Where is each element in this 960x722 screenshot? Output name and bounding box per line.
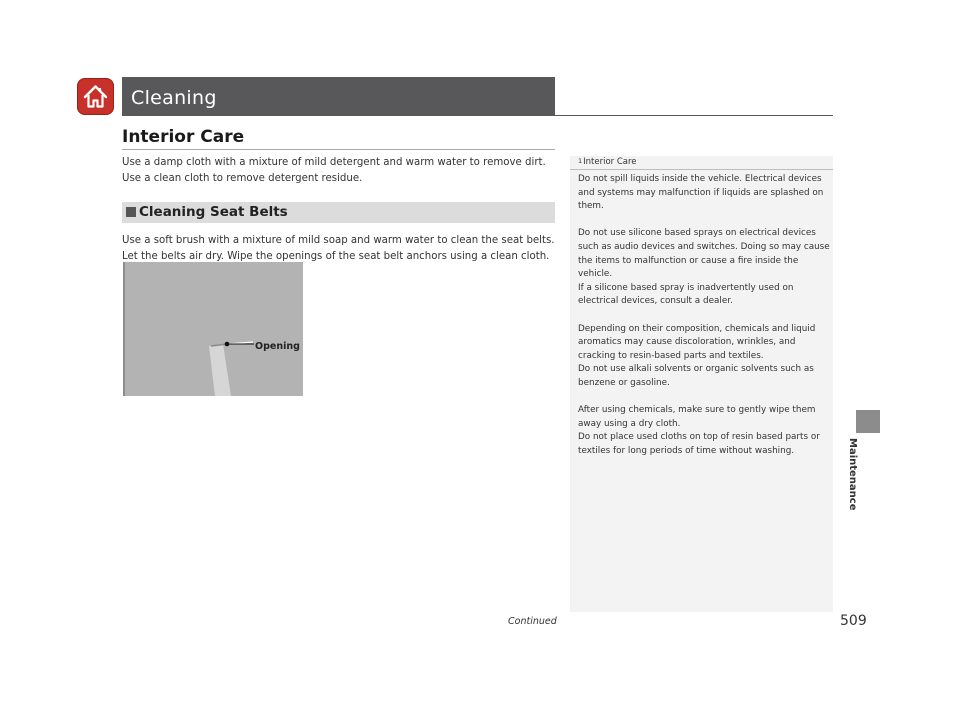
page-number: 509 — [840, 613, 867, 629]
note-sentence: Do not use alkali solvents or organic solvents such as benzene or gasoline. — [578, 364, 814, 388]
note-paragraph — [578, 404, 830, 458]
home-icon — [77, 78, 114, 115]
section-divider — [122, 149, 555, 150]
intro-line: Use a damp cloth with a mixture of mild detergent and warm water to remove dirt. — [122, 157, 546, 168]
reference-number: 1 — [578, 157, 583, 165]
continued-label: Continued — [508, 616, 557, 627]
note-paragraph: Do not spill liquids inside the vehicle. Electrical devices and systems may malfunction if liquids are splashed on them. — [578, 174, 824, 212]
chapter-title: Cleaning — [131, 87, 217, 109]
chapter-side-label — [846, 436, 890, 511]
side-label-text: Maintenance — [847, 438, 858, 511]
note-paragraph — [578, 323, 830, 391]
body-line: Let the belts air dry. Wipe the openings of the seat belt anchors using a clean cloth. — [122, 251, 550, 262]
note-sentence: After using chemicals, make sure to gently wipe them away using a dry cloth. — [578, 405, 816, 429]
note-sentence: If a silicone based spray is inadvertently used on electrical devices, consult a dealer. — [578, 282, 794, 307]
square-bullet-icon — [126, 207, 136, 217]
notes-divider — [570, 169, 833, 170]
intro-paragraph — [122, 155, 562, 187]
chapter-side-tab[interactable] — [856, 410, 880, 433]
section-title: Interior Care — [122, 127, 245, 147]
seat-belt-illustration — [123, 262, 303, 396]
note-paragraph — [578, 227, 830, 309]
chapter-title-bar — [122, 77, 555, 115]
home-button[interactable] — [77, 78, 114, 115]
notes-heading-text: Interior Care — [583, 157, 637, 167]
notes-sidebar — [570, 156, 833, 612]
subsection-title: Cleaning Seat Belts — [139, 204, 288, 220]
body-line: Use a soft brush with a mixture of mild soap and warm water to clean the seat belts. — [122, 235, 555, 246]
opening-callout-label: Opening — [255, 341, 300, 352]
notes-body — [578, 173, 830, 458]
seat-belt-anchor-image — [123, 262, 303, 396]
subsection-heading — [122, 202, 555, 223]
intro-line: Use a clean cloth to remove detergent residue. — [122, 173, 363, 184]
title-divider — [122, 115, 833, 116]
note-sentence: Depending on their composition, chemicals and liquid aromatics may cause discoloration, wrinkles, and cracking to resin-based parts and textiles. — [578, 323, 816, 361]
seat-belt-paragraph — [122, 233, 562, 265]
note-sentence: Do not place used cloths on top of resin based parts or textiles for long periods of time without washing. — [578, 432, 820, 456]
notes-heading — [578, 157, 637, 167]
note-sentence: Do not use silicone based sprays on electrical devices such as audio devices and switches. Doing so may cause the items to malfunction or cause a fire inside the vehicle. — [578, 228, 830, 280]
